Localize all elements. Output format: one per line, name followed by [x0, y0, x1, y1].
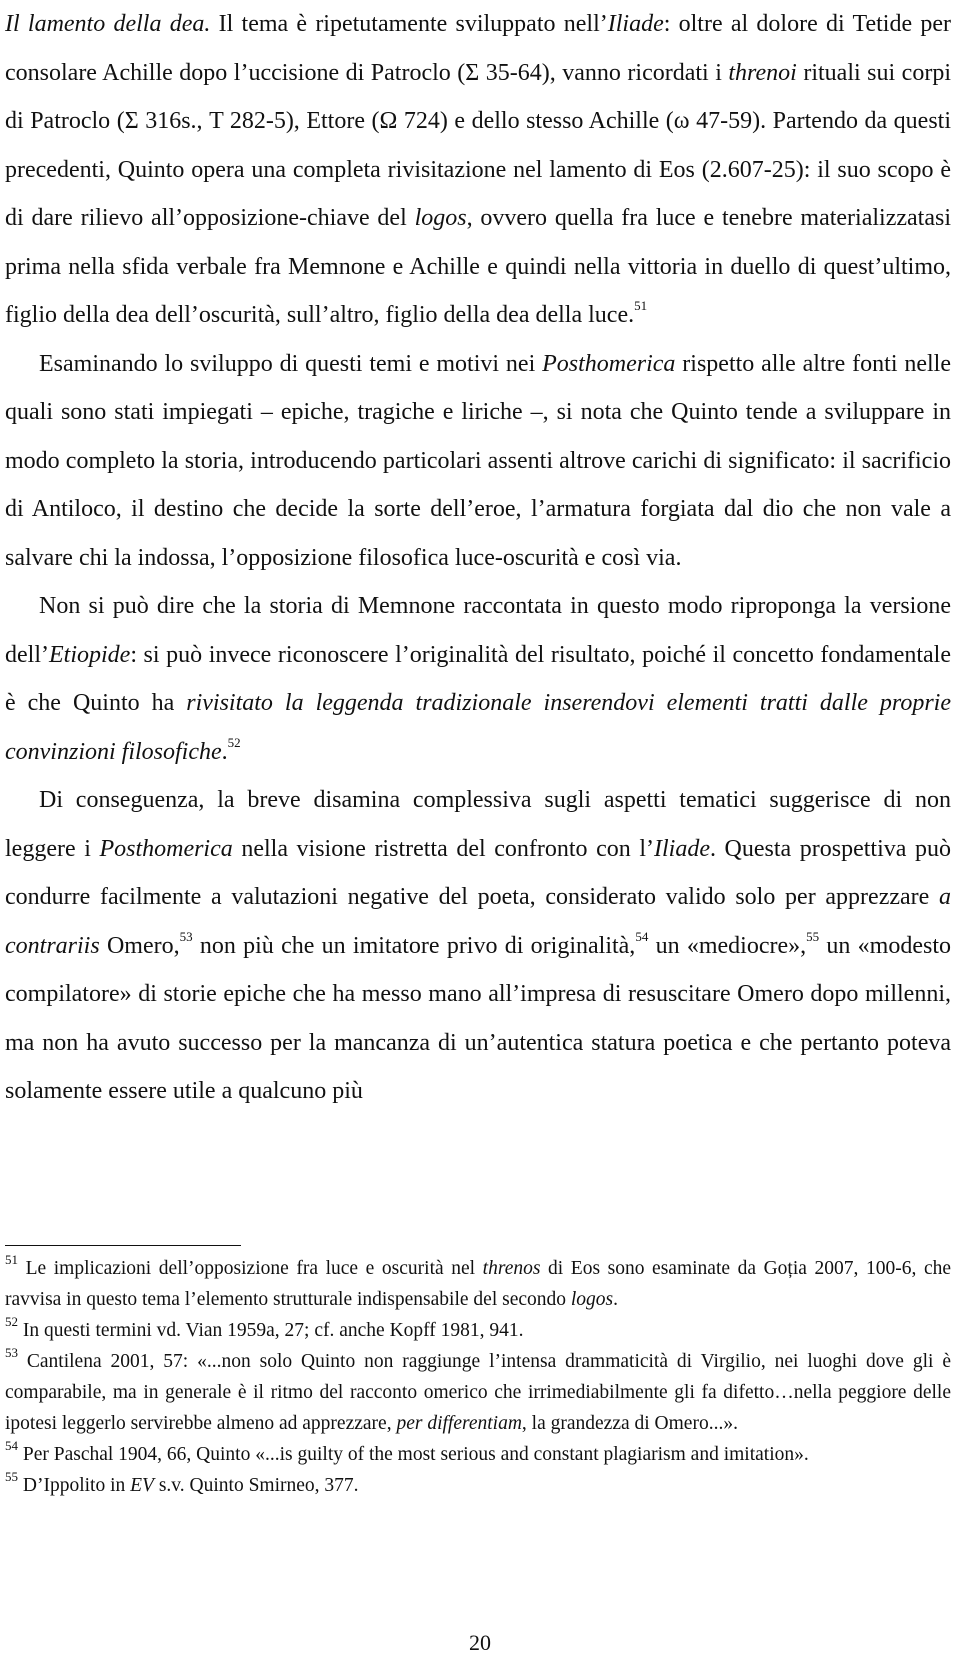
footnote-ref-51[interactable]: 51: [634, 298, 648, 313]
footnote-ref-52[interactable]: 52: [227, 734, 241, 750]
footnotes: [5, 1253, 951, 1501]
paragraph-1: Il lamento della dea. Il tema è ripetutamente sviluppato nell’Iliade: oltre al dolore di Tetide per consolare Achille dopo l’uccisione di Patroclo (Σ 35-64), vanno ricordati i threnoi rituali sui corpi di Patroclo (Σ 316s., Τ 282-5), Ettore (Ω 724) e dello stesso Achille (ω 47-59). Partendo da questi precedenti, Quinto opera una completa rivisitazione nel lamento di Eos (2.607-25): il suo scopo è di dare rilievo all’opposizione-chiave del logos, ovvero quella fra luce e tenebre materializzatasi prima nella sfida verbale fra Memnone e Achille e quindi nella vittoria in duello di quest’ultimo, figlio della dea dell’oscurità, sull’altro, figlio della dea della luce.$^{51}$: [5, 11, 951, 328]
footnote-54: $^{54}$ Per Paschal 1904, 66, Quinto «...is guilty of the most serious and constant plagiarism and imitation».: [5, 1437, 809, 1465]
footnote-ref-55[interactable]: 55: [806, 928, 820, 944]
page-number: 20: [469, 1630, 491, 1655]
footnote-51: $^{51}$ Le implicazioni dell’opposizione fra luce e oscurità nel threnos di Eos sono esaminate da Goția 2007, 100-6, che ravvisa in questo tema l’elemento strutturale indispensabile del secondo logos.: [5, 1251, 951, 1310]
paragraph-2: Esaminando lo sviluppo di questi temi e motivi nei Posthomerica rispetto alle altre fonti nelle quali sono stati impiegati – epiche, tragiche e liriche –, si nota che Quinto tende a sviluppare in modo completo la storia, introducendo particolari assenti altrove carichi di significato: il sacrificio di Antiloco, il destino che decide la sorte dell’eroe, l’armatura forgiata dal dio che non vale a salvare chi la indossa, l’opposizione filosofica luce-oscurità e così via.: [5, 350, 951, 571]
paragraph-3: Non si può dire che la storia di Memnone raccontata in questo modo riproponga la versione dell’Etiopide: si può invece riconoscere l’originalità del risultato, poiché il concetto fondamentale è che Quinto ha rivisitato la leggenda tradizionale inserendovi elementi tratti dalle proprie convinzioni filosofiche.$^{52}$: [5, 593, 951, 765]
footnote-53: $^{53}$ Cantilena 2001, 57: «...non solo Quinto non raggiunge l’intensa drammaticità di Virgilio, nei luoghi dove gli è comparabile, ma in generale è il ritmo del racconto omerico che irrimediabilmente gli fa difetto…nella peggiore delle ipotesi leggerlo servirebbe almeno ad apprezzare, per differentiam, la grandezza di Omero...».: [5, 1344, 951, 1434]
paragraph-4: Di conseguenza, la breve disamina complessiva sugli aspetti tematici suggerisce di non leggere i Posthomerica nella visione ristretta del confronto con l’Iliade. Questa prospettiva può condurre facilmente a valutazioni negative del poeta, considerato valido solo per apprezzare a contrariis Omero,$^{53}$ non più che un imitatore privo di originalità,$^{54}$ un «mediocre»,$^{55}$ un «modesto compilatore» di storie epiche che ha messo mano all’impresa di resuscitare Omero dopo millenni, ma non ha avuto successo per la mancanza di un’autentica statura poetica e che pertanto poteva solamente essere utile a qualcuno più: [5, 787, 951, 1104]
footnote-52: $^{52}$ In questi termini vd. Vian 1959a, 27; cf. anche Kopff 1981, 941.: [5, 1313, 524, 1341]
footnote-ref-53[interactable]: 53: [179, 928, 193, 944]
section-heading: Il lamento della dea.: [5, 11, 211, 37]
footnote-separator: [5, 1245, 241, 1246]
footnote-55: $^{55}$ D’Ippolito in EV s.v. Quinto Smirneo, 377.: [5, 1468, 359, 1496]
footnote-ref-54[interactable]: 54: [635, 928, 649, 944]
main-text: [5, 0, 951, 1116]
